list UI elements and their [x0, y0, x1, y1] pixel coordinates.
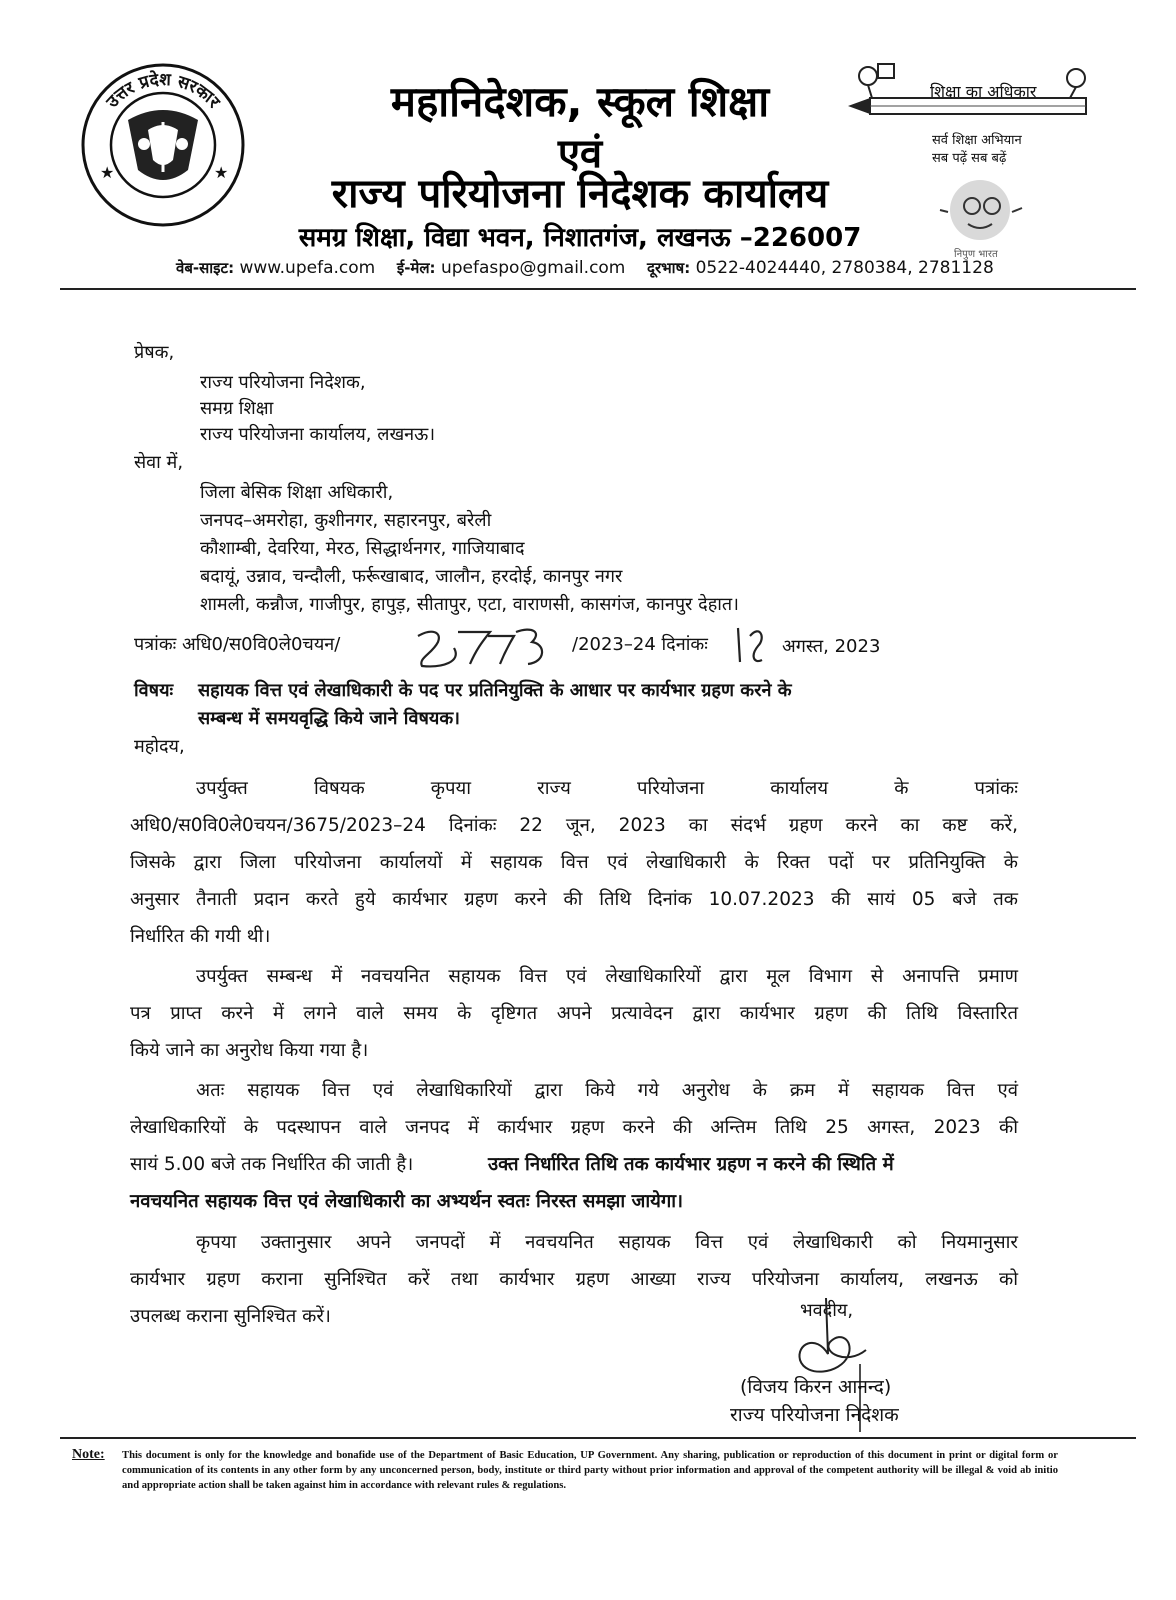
para1-line: अधि0/स0वि0ले0चयन/3675/2023–24 दिनांकः 22 जून, 2023 का संदर्भ ग्रहण करने का कष्ट करें, — [130, 815, 1018, 836]
recipient-line: जिला बेसिक शिक्षा अधिकारी, — [200, 482, 394, 503]
footer-divider — [60, 1437, 1136, 1439]
para3-line: अतः सहायक वित्त एवं लेखाधिकारियों द्वारा किये गये अनुरोध के क्रम में सहायक वित्त एवं — [196, 1080, 1018, 1101]
para4-line: उपलब्ध कराना सुनिश्चित करें। — [130, 1306, 331, 1327]
nipun-text: निपुण भारत — [954, 249, 998, 260]
website-link[interactable]: www.upefa.com — [239, 258, 376, 278]
header-divider — [60, 288, 1136, 290]
nipun-bharat-icon — [938, 172, 1058, 252]
handwritten-ref-number — [412, 618, 554, 674]
ref-prefix: पत्रांकः अधि0/स0वि0ले0चयन/ — [134, 634, 341, 655]
para2-line: पत्र प्राप्त करने में लगने वाले समय के दृष्टिगत अपने प्रत्यावेदन द्वारा कार्यभार ग्रहण की तिथि विस्तारित — [130, 1003, 1018, 1024]
to-label: सेवा में, — [134, 452, 184, 473]
para2-line: उपर्युक्त सम्बन्ध में नवचयनित सहायक वित्त एवं लेखाधिकारियों द्वारा मूल विभाग से अनापत्ति प्रमाण — [196, 966, 1018, 987]
para1-line: अनुसार तैनाती प्रदान करते हुये कार्यभार ग्रहण करने की तिथि दिनांक 10.07.2023 की सायं 05 बजे तक — [130, 889, 1018, 910]
para1-line: उपर्युक्त विषयक कृपया राज्य परियोजना कार्यालय के पत्रांकः — [196, 778, 1018, 799]
phone-numbers: 0522-4024440, 2780384, 2781128 — [695, 258, 994, 278]
ref-suffix: /2023–24 दिनांकः — [572, 634, 708, 655]
signatory-designation: राज्य परियोजना निदेशक — [730, 1404, 899, 1426]
rte-text: शिक्षा का अधिकार — [930, 82, 1037, 101]
para3-line: लेखाधिकारियों के पदस्थापन वाले जनपद में कार्यभार ग्रहण करने की अन्तिम तिथि 25 अगस्त, 2023 की — [130, 1117, 1018, 1138]
seal-text: उत्तर प्रदेश सरकार — [102, 69, 224, 113]
header-title-line2: एवं — [557, 131, 603, 177]
sender-line: समग्र शिक्षा — [200, 398, 274, 419]
para2-line: किये जाने का अनुरोध किया गया है। — [130, 1040, 369, 1061]
website-label: वेब-साइट: — [176, 259, 235, 277]
salutation: महोदय, — [134, 736, 185, 757]
sender-line: राज्य परियोजना निदेशक, — [200, 372, 366, 393]
subject-line: सम्बन्ध में समयवृद्धि किये जाने विषयक। — [198, 708, 460, 729]
header-title-line3: राज्य परियोजना निदेशक कार्यालय — [331, 171, 829, 217]
svg-text:★: ★ — [100, 163, 115, 182]
date-suffix: अगस्त, 2023 — [782, 636, 881, 657]
para1-line: निर्धारित की गयी थी। — [130, 926, 271, 947]
sender-label: प्रेषक, — [134, 342, 175, 363]
note-label: Note: — [72, 1447, 105, 1462]
svg-text:★: ★ — [214, 163, 229, 182]
para3-line: सायं 5.00 बजे तक निर्धारित की जाती है। — [130, 1154, 414, 1175]
subject-label: विषयः — [134, 680, 174, 701]
para3-bold-line: नवचयनित सहायक वित्त एवं लेखाधिकारी का अभ्यर्थन स्वतः निरस्त समझा जायेगा। — [130, 1191, 684, 1212]
header-address: समग्र शिक्षा, विद्या भवन, निशातगंज, लखनऊ –226007 — [298, 223, 862, 253]
handwritten-date — [730, 616, 770, 670]
handwriting-icon — [412, 618, 554, 674]
ssa-line1: सर्व शिक्षा अभियान — [932, 133, 1022, 148]
handwriting-icon — [730, 616, 770, 670]
subject-line: सहायक वित्त एवं लेखाधिकारी के पद पर प्रतिनियुक्ति के आधार पर कार्यभार ग्रहण करने के — [198, 680, 792, 701]
recipient-line: कौशाम्बी, देवरिया, मेरठ, सिद्धार्थनगर, गाजियाबाद — [200, 538, 525, 559]
email-link[interactable]: upefaspo@gmail.com — [440, 258, 626, 278]
para3-bold-line: उक्त निर्धारित तिथि तक कार्यभार ग्रहण न करने की स्थिति में — [488, 1154, 894, 1175]
phone-label: दूरभाष: — [647, 259, 691, 277]
header-title-line1: महानिदेशक, स्कूल शिक्षा — [390, 77, 770, 126]
para4-line: कृपया उक्तानुसार अपने जनपदों में नवचयनित सहायक वित्त एवं लेखाधिकारी को नियमानुसार — [196, 1232, 1018, 1253]
signatory-name: (विजय किरन आनन्द) — [740, 1376, 892, 1398]
ssa-line2: सब पढ़ें सब बढ़ें — [932, 151, 1007, 166]
nipun-bharat-logo — [938, 172, 1058, 252]
emblem-icon — [78, 60, 248, 230]
para4-line: कार्यभार ग्रहण कराना सुनिश्चित करें तथा कार्यभार ग्रहण आख्या राज्य परियोजना कार्यालय, लखनऊ को — [130, 1269, 1018, 1290]
email-label: ई-मेल: — [396, 259, 436, 277]
sender-line: राज्य परियोजना कार्यालय, लखनऊ। — [200, 424, 436, 445]
note-text: This document is only for the knowledge and bonafide use of the Department of Basic Education, UP Government. Any sharing, publication or reproduction of this document in print or digital form or communication of its contents in any other form by any unconcerned person, body, institute or third party without prior information and approval of the competent authority will be illegal & void ab initio and appropriate action shall be taken against him in accordance with relevant rules & regulations. — [122, 1450, 1058, 1491]
para1-line: जिसके द्वारा जिला परियोजना कार्यालयों में सहायक वित्त एवं लेखाधिकारी के रिक्त पदों पर प्रतिनियुक्ति के — [130, 852, 1018, 873]
recipient-line: जनपद–अमरोहा, कुशीनगर, सहारनपुर, बरेली — [200, 510, 492, 531]
recipient-line: शामली, कन्नौज, गाजीपुर, हापुड़, सीतापुर, एटा, वाराणसी, कासगंज, कानपुर देहात। — [200, 594, 740, 615]
recipient-line: बदायूं, उन्नाव, चन्दौली, फर्रूखाबाद, जालौन, हरदोई, कानपुर नगर — [200, 566, 623, 587]
closing: भवदीय, — [800, 1300, 854, 1321]
up-government-seal — [78, 60, 248, 230]
contact-line — [176, 258, 994, 278]
